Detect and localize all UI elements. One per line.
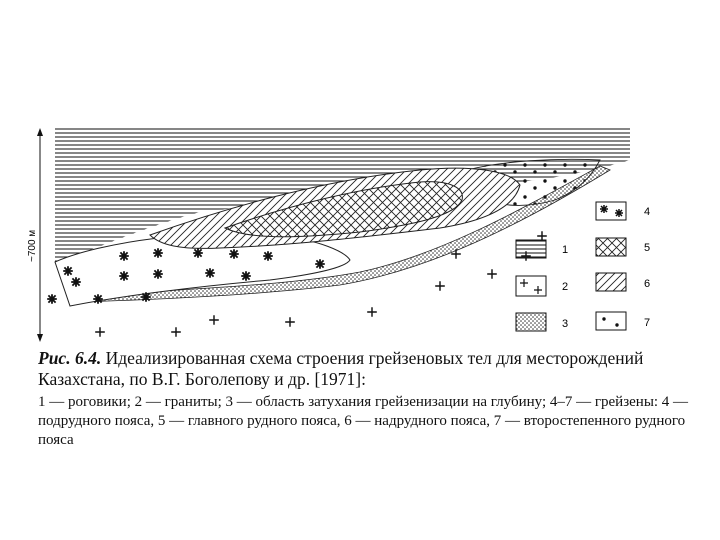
- svg-text:6: 6: [644, 278, 651, 290]
- svg-text:2: 2: [562, 281, 569, 293]
- legend-item-4: [596, 202, 650, 220]
- legend-item-7: [596, 312, 650, 330]
- svg-text:4: 4: [644, 206, 651, 218]
- figure-reference: Рис. 6.4.: [38, 348, 102, 368]
- svg-text:1: 1: [562, 244, 569, 256]
- caption-heading: [38, 348, 698, 390]
- scale-label: ~700 м: [27, 229, 38, 262]
- caption-legend-text: 1 — роговики; 2 — граниты; 3 — область затухания грейзенизации на глубину; 4–7 — грейзены: 4 — подрудного пояса, 5 — главного рудного пояса, 6 — надрудного пояса, 7 — второстепенного рудного пояса: [38, 394, 689, 448]
- svg-text:7: 7: [644, 317, 651, 329]
- caption-title: Идеализированная схема строения грейзеновых тел для месторождений Казахстана, по В.Г. Боголепову и др. [1971]:: [38, 348, 644, 389]
- figure-caption: [38, 348, 698, 450]
- legend-item-6: [596, 273, 650, 291]
- svg-text:5: 5: [644, 242, 651, 254]
- svg-text:3: 3: [562, 318, 569, 330]
- legend-item-5: [596, 238, 650, 256]
- scale-bar: [27, 128, 43, 342]
